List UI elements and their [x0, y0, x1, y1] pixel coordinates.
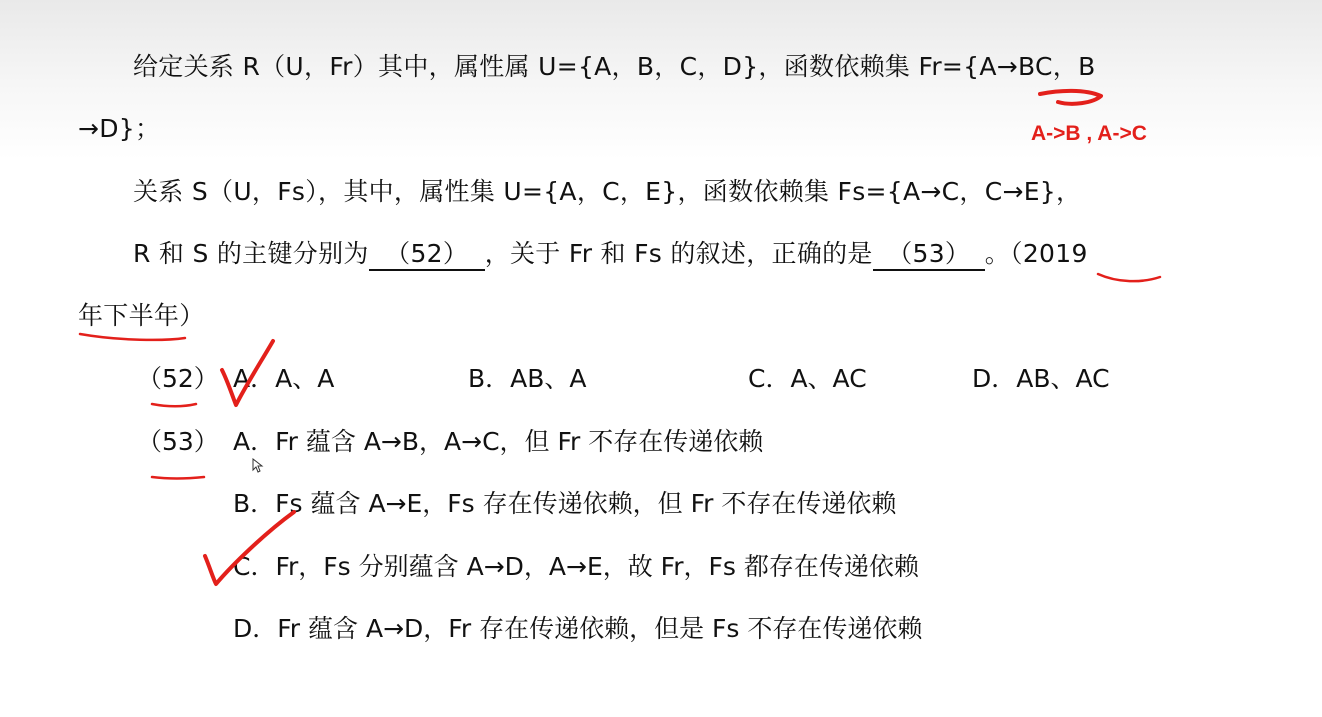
question-line-1: 给定关系 R（U，Fr）其中，属性属 U={A，B，C，D}，函数依赖集 Fr={A→BC，B [133, 52, 1096, 81]
ink-underline-2019 [1098, 274, 1160, 281]
question-line-4-part-1: R 和 S 的主键分别为 [133, 239, 369, 268]
question-line-4-part-2: ，关于 Fr 和 Fs 的叙述，正确的是 [484, 239, 873, 268]
q52-option-d[interactable]: D．AB、AC [972, 364, 1110, 393]
q52-option-a[interactable]: A．A、A [233, 364, 335, 393]
q53-label: （53） [137, 427, 219, 456]
question-line-4-part-3: 。（2019 [984, 239, 1088, 268]
mouse-cursor-icon [252, 458, 264, 474]
question-line-2: →D}； [78, 114, 161, 143]
ink-underline-52 [152, 404, 196, 406]
q53-option-c[interactable]: C．Fr，Fs 分别蕴含 A→D，A→E，故 Fr，Fs 都存在传递依赖 [233, 552, 919, 581]
q52-option-b[interactable]: B．AB、A [468, 364, 587, 393]
q52-option-c[interactable]: C．A、AC [748, 364, 867, 393]
blank-53: （53） [873, 239, 985, 271]
ink-underline-year [80, 334, 185, 340]
q53-option-b[interactable]: B．Fs 蕴含 A→E，Fs 存在传递依赖，但 Fr 不存在传递依赖 [233, 489, 897, 518]
ink-underline-53 [152, 477, 204, 479]
q53-option-a[interactable]: A．Fr 蕴含 A→B，A→C，但 Fr 不存在传递依赖 [233, 427, 764, 456]
question-line-3: 关系 S（U，Fs），其中，属性集 U={A，C，E}，函数依赖集 Fs={A→C，C→E}， [133, 177, 1082, 206]
question-line-5: 年下半年） [78, 301, 205, 330]
q52-label: （52） [137, 364, 219, 393]
q53-option-d[interactable]: D．Fr 蕴含 A→D，Fr 存在传递依赖，但是 Fs 不存在传递依赖 [233, 614, 923, 643]
blank-52: （52） [369, 239, 485, 271]
ink-arrow-stroke [1040, 91, 1101, 104]
annotation-note: A->B , A->C [1031, 122, 1147, 145]
question-line-4 [133, 237, 1088, 271]
